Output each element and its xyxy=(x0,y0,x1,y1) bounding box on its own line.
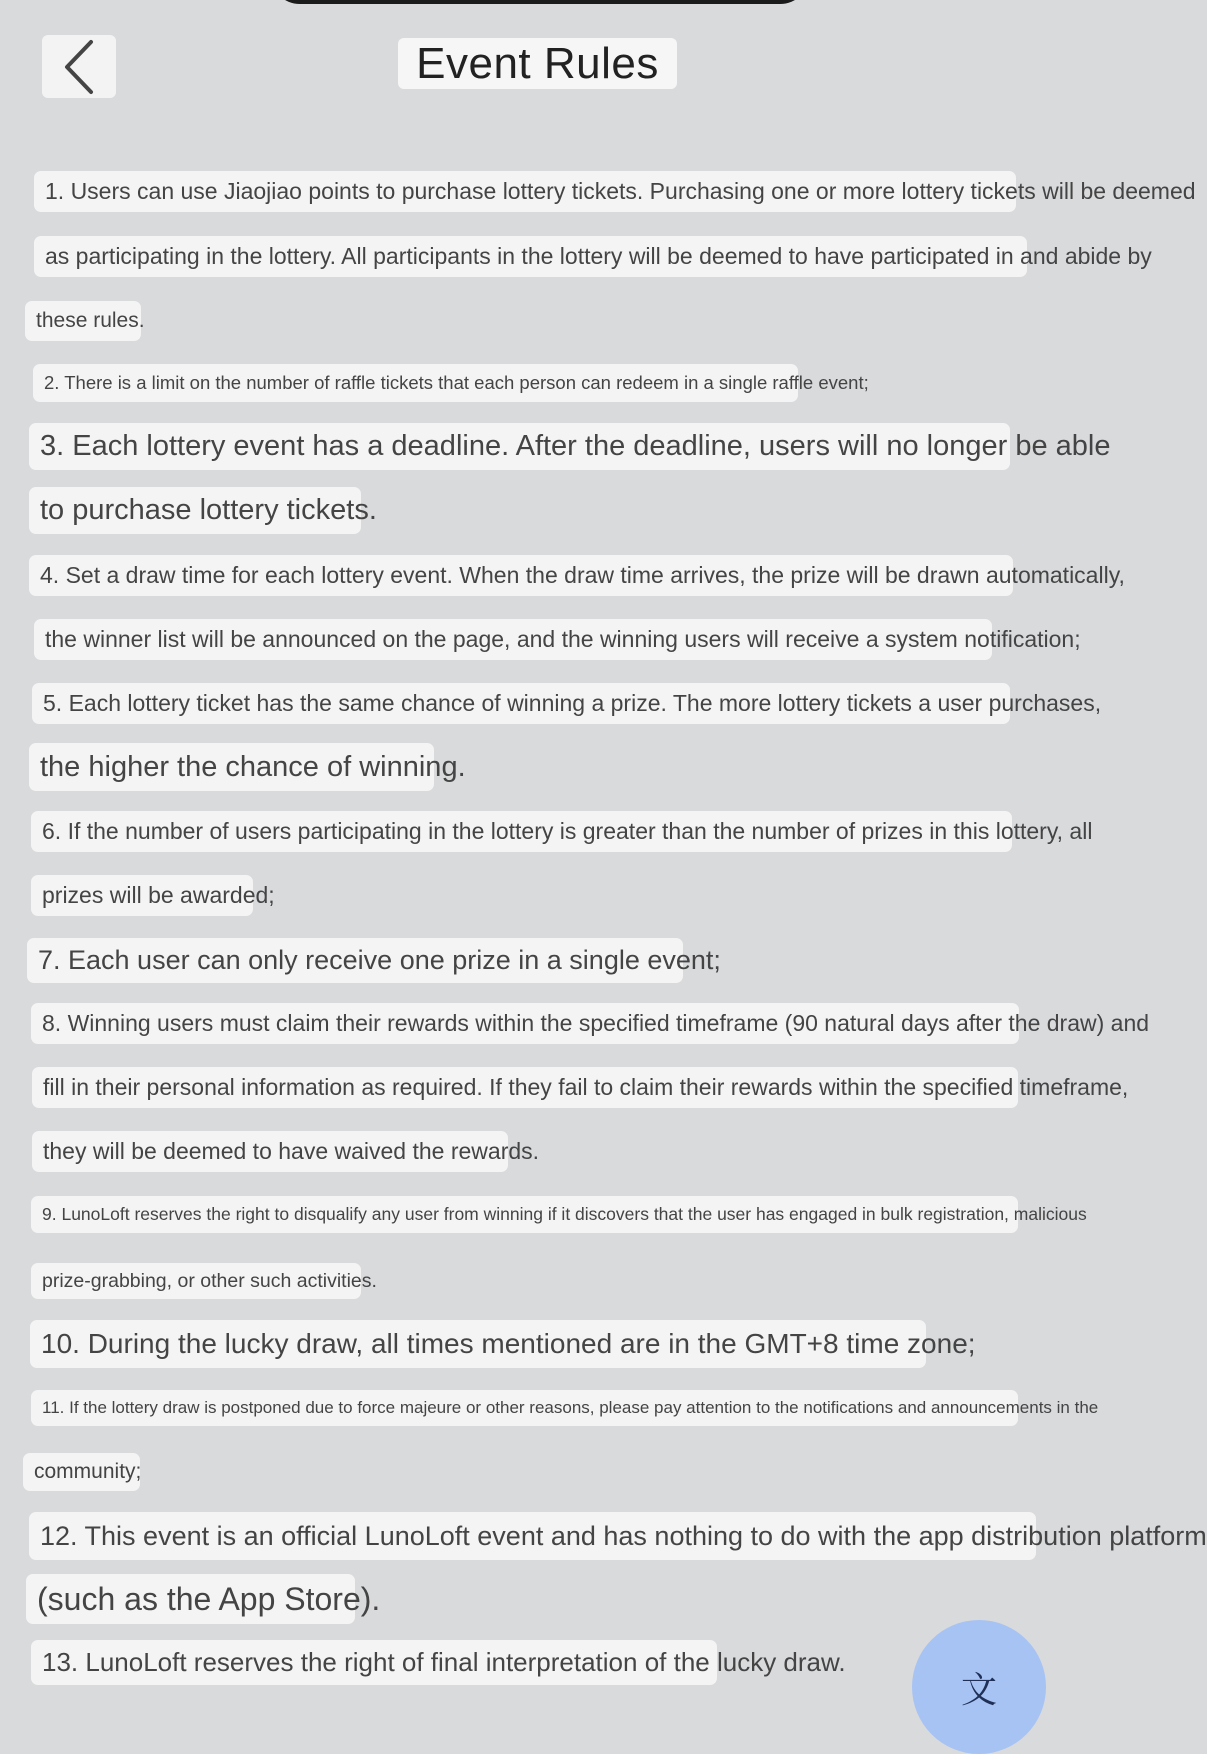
rule-line: 4. Set a draw time for each lottery event. When the draw time arrives, the prize will be drawn automatically, xyxy=(29,555,1013,596)
rule-line: 3. Each lottery event has a deadline. After the deadline, users will no longer be able xyxy=(29,423,1010,470)
rule-line: 5. Each lottery ticket has the same chance of winning a prize. The more lottery tickets a user purchases, xyxy=(32,683,1010,724)
rule-line: to purchase lottery tickets. xyxy=(29,487,361,534)
rule-line: community; xyxy=(23,1453,140,1491)
page-title: Event Rules xyxy=(398,38,677,89)
rule-line: 2. There is a limit on the number of raffle tickets that each person can redeem in a single raffle event; xyxy=(33,364,798,402)
rule-line: as participating in the lottery. All participants in the lottery will be deemed to have participated in and abide by xyxy=(34,236,1027,277)
translate-icon: 文 xyxy=(960,1670,997,1711)
rule-line: 12. This event is an official LunoLoft event and has nothing to do with the app distribution platform xyxy=(29,1512,1036,1560)
rule-line: 11. If the lottery draw is postponed due to force majeure or other reasons, please pay attention to the notifications and announcements in the xyxy=(31,1390,1018,1426)
rule-line: fill in their personal information as required. If they fail to claim their rewards within the specified timeframe, xyxy=(32,1067,1018,1108)
rule-line: 1. Users can use Jiaojiao points to purchase lottery tickets. Purchasing one or more lottery tickets will be deemed xyxy=(34,171,1016,212)
rule-line: 7. Each user can only receive one prize in a single event; xyxy=(27,938,683,983)
rule-line: these rules. xyxy=(25,301,141,341)
rule-line: 10. During the lucky draw, all times mentioned are in the GMT+8 time zone; xyxy=(30,1320,926,1368)
translate-button[interactable] xyxy=(912,1620,1046,1754)
rule-line: (such as the App Store). xyxy=(26,1574,355,1624)
rule-line: the winner list will be announced on the page, and the winning users will receive a system notification; xyxy=(34,619,992,660)
rule-line: 13. LunoLoft reserves the right of final interpretation of the lucky draw. xyxy=(31,1640,717,1685)
rule-line: the higher the chance of winning. xyxy=(29,743,434,791)
rule-line: 9. LunoLoft reserves the right to disqualify any user from winning if it discovers that the user has engaged in bulk registration, malicious xyxy=(31,1196,1018,1233)
camera-notch xyxy=(270,0,810,4)
chevron-left-icon xyxy=(59,38,99,96)
rule-line: 8. Winning users must claim their rewards within the specified timeframe (90 natural days after the draw) and xyxy=(31,1003,1019,1044)
back-button[interactable] xyxy=(42,35,116,98)
rule-line: 6. If the number of users participating in the lottery is greater than the number of prizes in this lottery, all xyxy=(31,811,1012,852)
rule-line: they will be deemed to have waived the rewards. xyxy=(32,1131,508,1172)
rule-line: prizes will be awarded; xyxy=(31,875,253,916)
rule-line: prize-grabbing, or other such activities. xyxy=(31,1263,361,1299)
